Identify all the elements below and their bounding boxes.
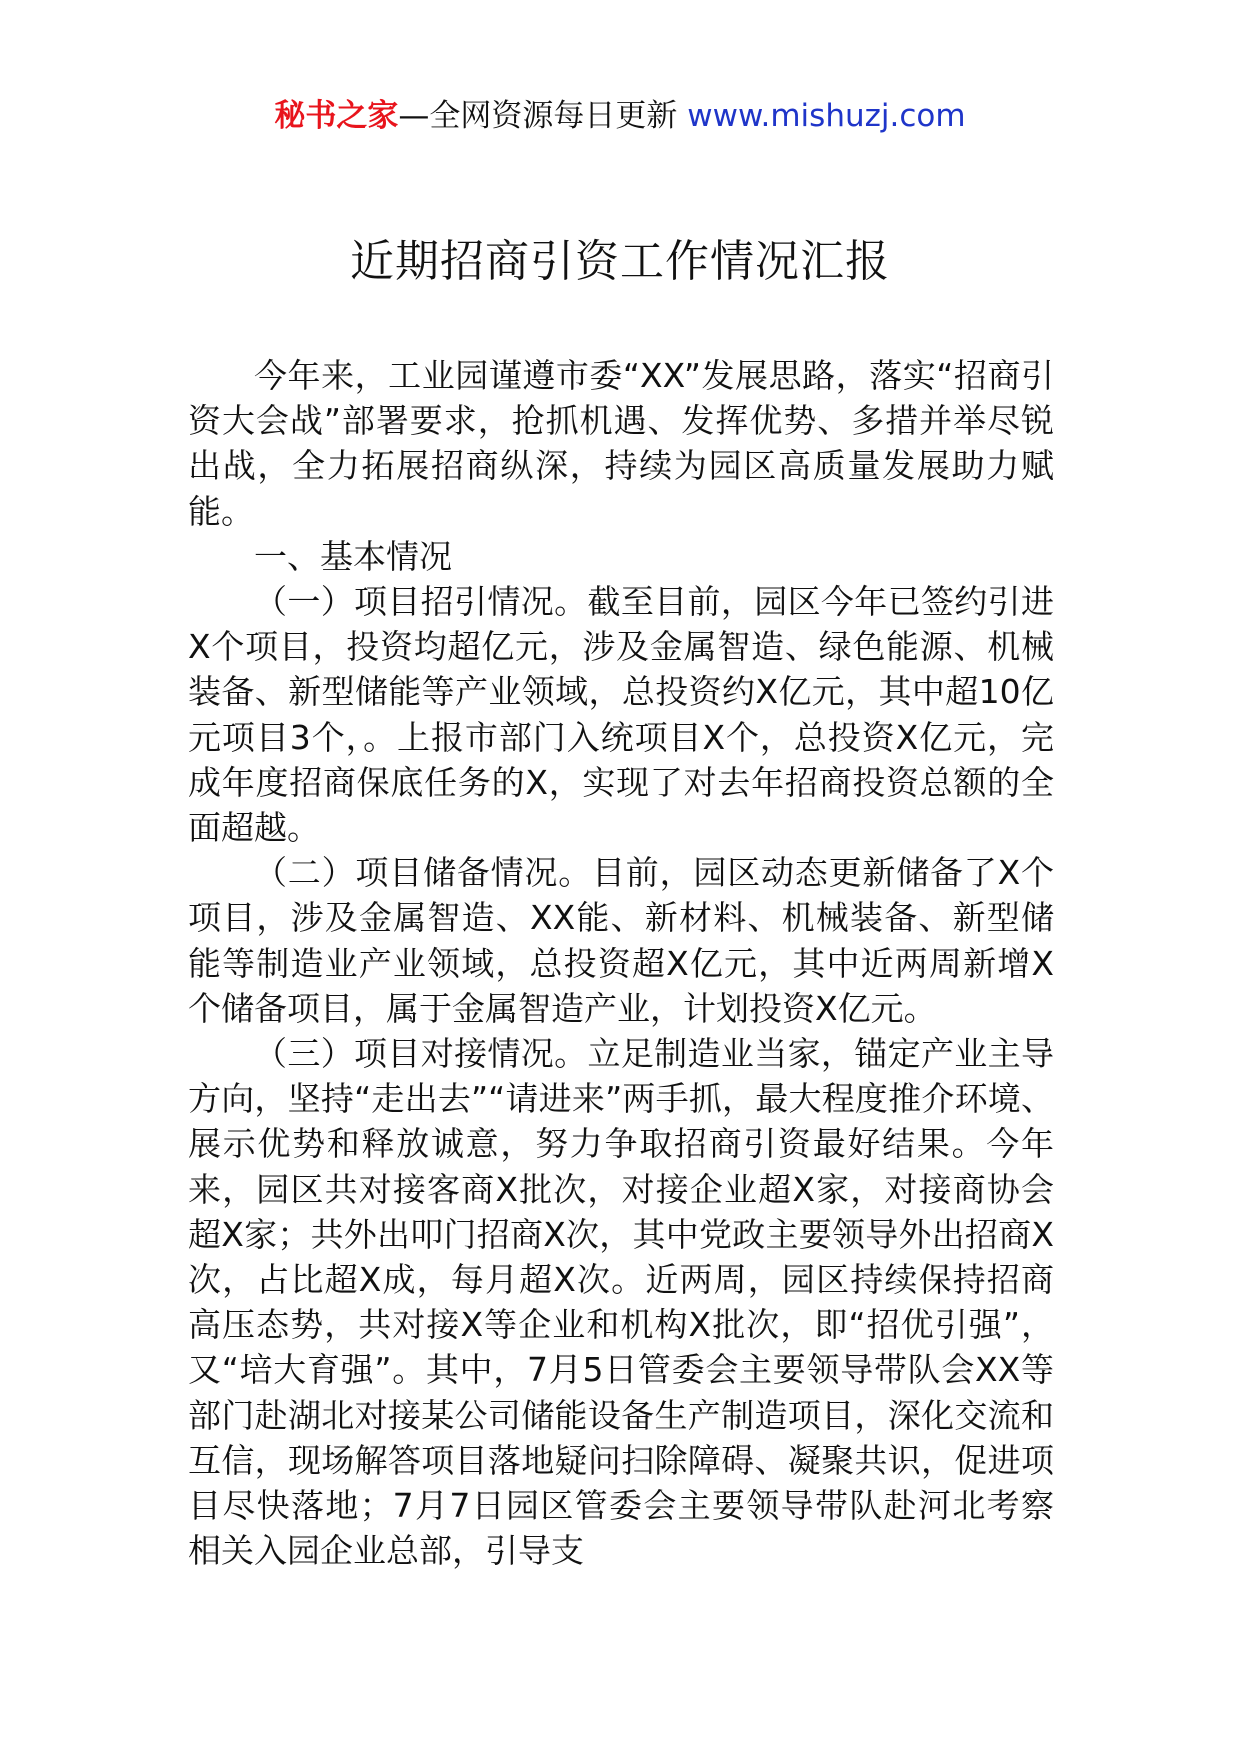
paragraph-project-docking: （三）项目对接情况。立足制造业当家，锚定产业主导方向，坚持“走出去”“请进来”两手抓，最大程度推介环境、展示优势和释放诚意，努力争取招商引资最好结果。今年来，园区共对接客商X批次，对接企业超X家，对接商协会超X家；共外出叩门招商X次，其中党政主要领导外出招商X次，占比超X成，每月超X次。近两周，园区持续保持招商高压态势，共对接X等企业和机构X批次，即“招优引强”，又“培大育强”。其中，7月5日管委会主要领导带队会XX等部门赴湖北对接某公司储能设备生产制造项目，深化交流和互信，现场解答项目落地疑问扫除障碍、凝聚共识，促进项目尽快落地；7月7日园区管委会主要领导带队赴河北考察相关入园企业总部，引导支: [188, 1034, 1054, 1571]
document-title: 近期招商引资工作情况汇报: [350, 236, 890, 287]
site-tagline: —全网资源每日更新: [398, 98, 678, 134]
paragraph-project-reserve: （二）项目储备情况。目前，园区动态更新储备了X个项目，涉及金属智造、XX能、新材料、机械装备、新型储能等制造业产业领域，总投资超X亿元，其中近两周新增X个储备项目，属于金属智造产业，计划投资X亿元。: [188, 853, 1054, 1028]
document-body: [188, 353, 1054, 1573]
site-header: [0, 96, 1240, 136]
site-url-link[interactable]: www.mishuzj.com: [687, 98, 966, 134]
paragraph-project-attraction: （一）项目招引情况。截至目前，园区今年已签约引进X个项目，投资均超亿元，涉及金属智造、绿色能源、机械装备、新型储能等产业领域，总投资约X亿元，其中超10亿元项目3个，。上报市部门入统项目X个，总投资X亿元，完成年度招商保底任务的X，实现了对去年招商投资总额的全面超越。: [188, 582, 1054, 848]
site-brand: 秘书之家: [274, 98, 399, 134]
intro-paragraph: 今年来，工业园谨遵市委“XX”发展思路，落实“招商引资大会战”部署要求，抢抓机遇、发挥优势、多措并举尽锐出战，全力拓展招商纵深，持续为园区高质量发展助力赋能。: [188, 356, 1054, 531]
section-heading-basic-situation: 一、基本情况: [254, 536, 452, 576]
